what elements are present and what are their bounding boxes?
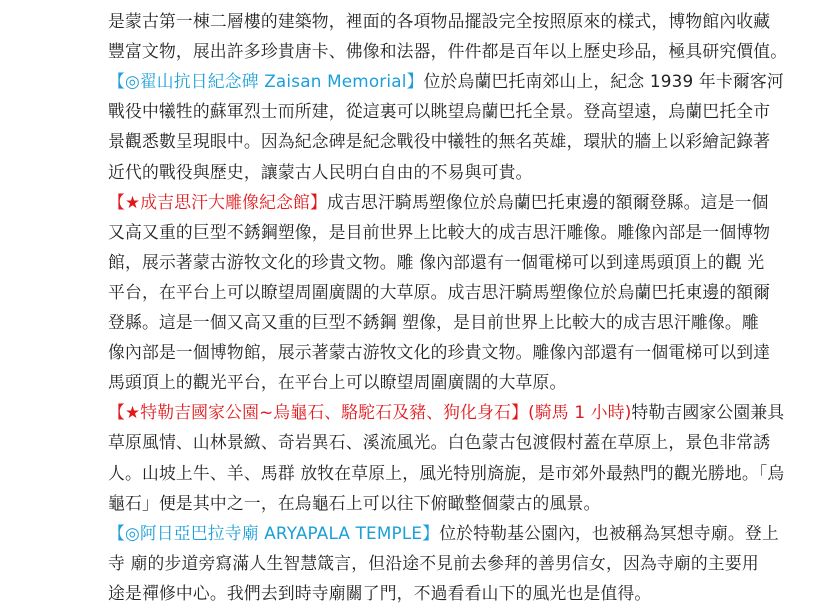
text-line	[108, 66, 784, 96]
text-line	[108, 6, 770, 36]
text-line	[108, 367, 567, 397]
body-text: 像內部是一個博物館，展示著蒙古游牧文化的珍貴文物。雕像內部還有一個電梯可以到達	[108, 342, 771, 363]
body-text: 位於烏蘭巴托南郊山上，紀念 1939 年卡爾客河	[423, 71, 784, 92]
body-text: 龜石」便是其中之一，在烏龜石上可以往下俯瞰整個蒙古的風景。	[108, 492, 601, 513]
text-line	[108, 488, 600, 518]
text-line	[108, 187, 769, 217]
body-text: 草原風情、山林景緻、奇岩異石、溪流風光。白色蒙古包渡假村蓋在草原上，景色非常誘	[108, 432, 771, 453]
text-line	[108, 337, 770, 367]
body-text: 位於特勒基公園內，也被稱為冥想寺廟。登上	[439, 522, 779, 543]
text-line	[108, 307, 759, 337]
body-text: 特勒吉國家公園兼具	[631, 402, 785, 423]
text-line	[108, 96, 770, 126]
text-line	[108, 247, 764, 277]
body-text: 人。山坡上牛、羊、馬群 放牧在草原上，風光特別旖旎，是市郊外最熱門的觀光勝地。「烏	[108, 462, 785, 483]
text-line	[108, 126, 770, 156]
body-text: 登縣。這是一個又高又重的巨型不銹鋼 塑像，是目前世界上比較大的成吉思汗雕像。雕	[108, 312, 759, 332]
text-line	[108, 277, 770, 307]
text-line	[108, 157, 533, 187]
text-line	[108, 217, 770, 247]
body-text: 寺 廟的步道旁寫滿人生智慧箴言，但沿途不見前去參拜的善男信女，因為寺廟的主要用	[108, 552, 759, 573]
body-text: 平台，在平台上可以瞭望周圍廣闊的大草原。成吉思汗騎馬塑像位於烏蘭巴托東邊的額爾	[108, 281, 771, 302]
text-line	[108, 548, 759, 578]
body-text: 景觀悉數呈現眼中。因為紀念碑是紀念戰役中犧牲的無名英雄，環狀的牆上以彩繪記錄著	[108, 131, 771, 152]
section-heading: 【◎翟山抗日紀念碑 Zaisan Memorial】	[108, 71, 424, 92]
body-text: 成吉思汗騎馬塑像位於烏蘭巴托東邊的額爾登縣。這是一個	[327, 191, 769, 212]
body-text: 館，展示著蒙古游牧文化的珍貴文物。雕 像內部還有一個電梯可以到達馬頭頂上的觀 光	[108, 251, 765, 272]
body-text: 途是禪修中心。我們去到時寺廟關了門，不過看看山下的風光也是值得。	[108, 582, 652, 603]
text-line	[108, 36, 787, 66]
section-heading: 【◎阿日亞巴拉寺廟 ARYAPALA TEMPLE】	[108, 522, 440, 543]
text-line	[108, 458, 784, 488]
body-text: 戰役中犧牲的蘇軍烈士而所建，從這裏可以眺望烏蘭巴托全景。登高望遠，烏蘭巴托全市	[108, 101, 771, 122]
section-heading: 【★成吉思汗大雕像紀念館】	[108, 191, 328, 212]
text-line	[108, 397, 784, 427]
text-line	[108, 518, 779, 548]
text-line	[108, 578, 651, 608]
body-text: 又高又重的巨型不銹鋼塑像，是目前世界上比較大的成吉思汗雕像。雕像內部是一個博物	[108, 221, 771, 242]
text-line	[108, 427, 770, 457]
body-text: 是蒙古第一棟二層樓的建築物，裡面的各項物品擺設完全按照原來的樣式，博物館內收藏	[108, 11, 771, 31]
section-heading: 【★特勒吉國家公園~烏龜石、駱駝石及豬、狗化身石】(騎馬 1 小時)	[108, 402, 632, 423]
body-text: 近代的戰役與歷史，讓蒙古人民明白自由的不易與可貴。	[108, 161, 533, 182]
body-text: 豐富文物，展出許多珍貴唐卡、佛像和法器，件件都是百年以上歷史珍品，極具研究價值。	[108, 41, 788, 62]
body-text: 馬頭頂上的觀光平台，在平台上可以瞭望周圍廣闊的大草原。	[108, 372, 567, 393]
